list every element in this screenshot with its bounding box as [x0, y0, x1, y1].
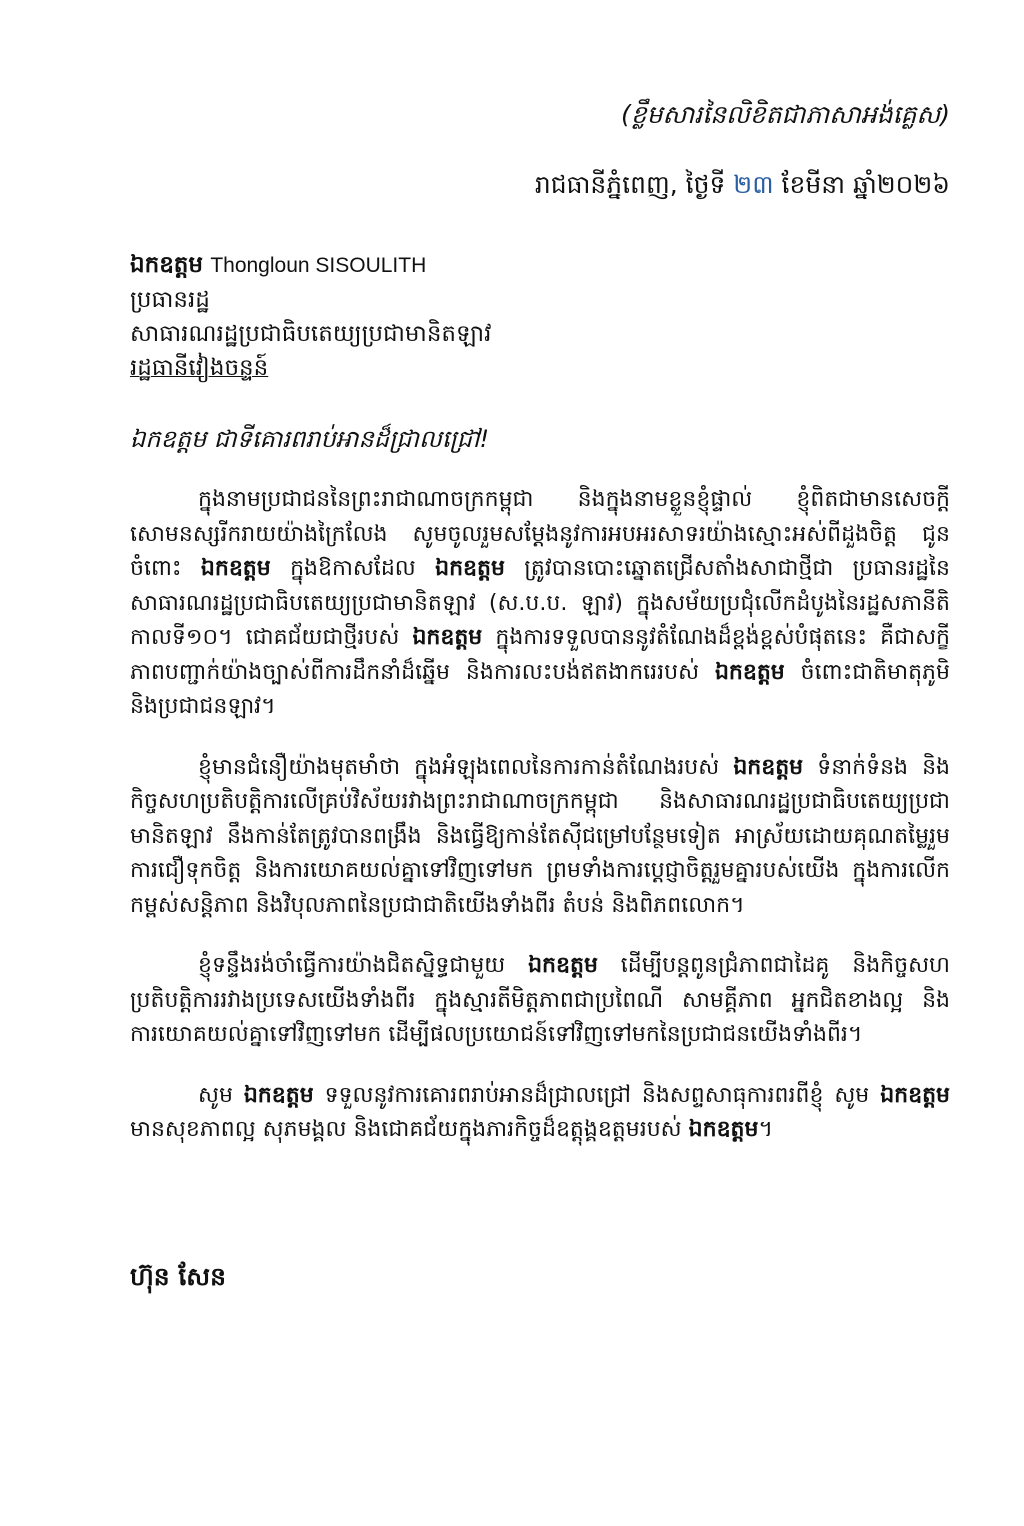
- p2-honorific: ឯកឧត្តម: [733, 754, 804, 780]
- p4-honorific: ឯកឧត្តម: [688, 1117, 759, 1142]
- p3-honorific: ឯកឧត្តម: [528, 953, 598, 978]
- p4-text: ។: [758, 1117, 773, 1142]
- p1-honorific: ឯកឧត្តម: [714, 659, 785, 685]
- signature-name: ហ៊ុន សែន: [130, 1262, 226, 1291]
- addressee-title: ប្រធានរដ្ឋ: [130, 287, 210, 313]
- date-prefix: រាជធានីភ្នំពេញ, ថ្ងៃទី: [534, 170, 734, 199]
- salutation: ឯកឧត្តម ជាទីគោរពរាប់អានដ៏ជ្រាលជ្រៅ!: [130, 425, 490, 453]
- addressee-block: [130, 248, 491, 385]
- addressee-city: រដ្ឋធានីវៀងចន្ទន៍: [130, 355, 269, 381]
- p3-text: ខ្ញុំទន្ទឹងរង់ចាំធ្វើការយ៉ាងជិតស្និទ្ធជាមួយ: [198, 953, 529, 978]
- p3-text: ដើម្បីបន្តពូនជ្រំភាពជាដៃគូ និងកិច្ចសហប្រតិបត្តិការរវាងប្រទេសយើងទាំងពីរ ក្នុងស្មារតីមិត្តភាពជាប្រពៃណី សាមគ្គីភាព អ្នកជិតខាងល្អ និងការយោគយល់គ្នាទៅវិញទៅមក ដើម្បីផលប្រយោជន៍ទៅវិញទៅមកនៃប្រជាជនយើងទាំងពីរ។: [130, 953, 950, 1047]
- p4-text: មានសុខភាពល្អ សុភមង្គល និងជោគជ័យក្នុងភារកិច្ចដ៏ឧត្តុង្គឧត្តមរបស់: [130, 1117, 689, 1142]
- p4-honorific: ឯកឧត្តម: [243, 1082, 314, 1108]
- translation-note: (ខ្លឹមសារនៃលិខិតជាភាសាអង់គ្លេស): [621, 100, 950, 129]
- addressee-country: សាធារណរដ្ឋប្រជាធិបតេយ្យប្រជាមានិតឡាវ: [130, 321, 492, 347]
- paragraph-4: [130, 1079, 950, 1148]
- p1-text: ក្នុងការទទួលបាននូវតំណែងដ៏ខ្ពង់ខ្ពស់បំផុតនេះ គឺជាសក្ខីភាពបញ្ជាក់យ៉ាងច្បាស់ពីការដឹកនាំដ៏ឆ្នើម និងការលះបង់ឥតងាករេរបស់: [130, 625, 950, 685]
- paragraph-1: [130, 483, 950, 725]
- date-line: [535, 170, 950, 206]
- p2-text: ខ្ញុំមានជំនឿយ៉ាងមុតមាំថា ក្នុងអំឡុងពេលនៃការកាន់តំណែងរបស់: [198, 754, 734, 780]
- p1-text: ក្នុងនាមប្រជាជននៃព្រះរាជាណាចក្រកម្ពុជា និងក្នុងនាមខ្លួនខ្ញុំផ្ទាល់ ខ្ញុំពិតជាមានសេចក្តីសោមនស្សរីករាយយ៉ាងក្រៃលែង សូមចូលរួមសម្តែងនូវការអបអរសាទរយ៉ាងស្មោះអស់ពីដួងចិត្ត ជូនចំពោះ: [130, 487, 950, 581]
- date-day: ២៣: [733, 170, 774, 199]
- paragraph-2: [130, 751, 950, 924]
- p1-text: ចំពោះជាតិមាតុភូមិ និងប្រជាជនឡាវ។: [130, 659, 950, 719]
- addressee-name-line: [130, 248, 491, 283]
- date-suffix: ខែមីនា ឆ្នាំ២០២៦: [773, 170, 950, 199]
- p1-text: ត្រូវបានបោះឆ្នោតជ្រើសតាំងសាជាថ្មីជា ប្រធានរដ្ឋនៃសាធារណរដ្ឋប្រជាធិបតេយ្យប្រជាមានិតឡាវ (ស.ប.ប. ឡាវ) ក្នុងសម័យប្រជុំលើកដំបូងនៃរដ្ឋសភានីតិកាលទី១០។ ជោគជ័យជាថ្មីរបស់: [130, 556, 950, 650]
- addressee-honorific: ឯកឧត្តម: [130, 252, 203, 278]
- p4-text: ទទួលនូវការគោរពរាប់អានដ៏ជ្រាលជ្រៅ និងសព្ទសាធុការពរពីខ្ញុំ សូម: [313, 1082, 881, 1108]
- p1-honorific: ឯកឧត្តម: [200, 556, 271, 581]
- p4-text: សូម: [198, 1082, 244, 1108]
- p1-text: ក្នុងឱកាសដែល: [270, 556, 436, 581]
- letter-body: [130, 483, 950, 1174]
- paragraph-3: [130, 949, 950, 1053]
- p2-text: ទំនាក់ទំនង និងកិច្ចសហប្រតិបត្តិការលើគ្រប់វិស័យរវាងព្រះរាជាណាចក្រកម្ពុជា និងសាធារណរដ្ឋប្រជាធិបតេយ្យប្រជាមានិតឡាវ នឹងកាន់តែត្រូវបានពង្រឹង និងធ្វើឱ្យកាន់តែស៊ីជម្រៅបន្ថែមទៀត អាស្រ័យដោយគុណតម្លៃរួម ការជឿទុកចិត្ត និងការយោគយល់គ្នាទៅវិញទៅមក ព្រមទាំងការប្តេជ្ញាចិត្តរួមគ្នារបស់យើង ក្នុងការលើកកម្ពស់សន្តិភាព និងវិបុលភាពនៃប្រជាជាតិយើងទាំងពីរ តំបន់ និងពិភពលោក។: [130, 754, 951, 918]
- p1-honorific: ឯកឧត្តម: [412, 625, 483, 650]
- addressee-name: Thongloun SISOULITH: [210, 254, 427, 277]
- p4-honorific: ឯកឧត្តម: [880, 1082, 951, 1108]
- p1-honorific: ឯកឧត្តម: [435, 556, 505, 581]
